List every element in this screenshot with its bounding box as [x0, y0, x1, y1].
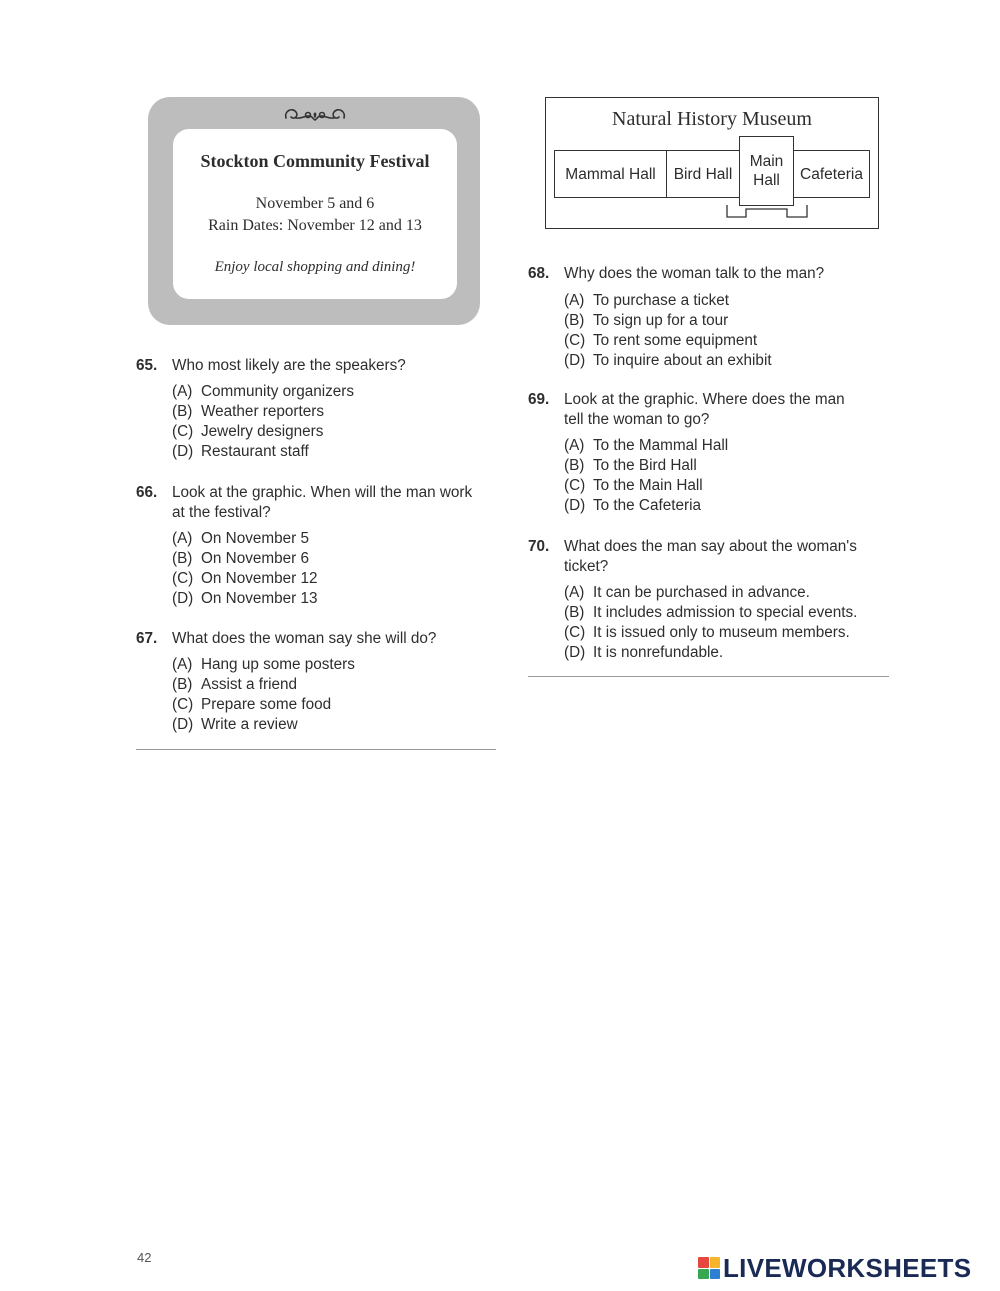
question-text-line-1: Look at the graphic. Where does the man — [564, 391, 845, 408]
question-number: 65. — [136, 357, 158, 374]
festival-title: Stockton Community Festival — [200, 151, 430, 171]
option-c[interactable]: (C) It is issued only to museum members. — [564, 624, 850, 641]
brand-square-blue — [710, 1269, 721, 1280]
question-68 — [528, 264, 888, 374]
museum-map — [545, 97, 879, 229]
page-number: 42 — [137, 1250, 152, 1265]
option-b[interactable]: (B) Weather reporters — [172, 403, 324, 420]
question-number: 69. — [528, 391, 550, 408]
question-text: Why does the woman talk to the man? — [564, 265, 825, 282]
room-cafeteria: Cafeteria — [793, 150, 870, 198]
option-d[interactable]: (D) To inquire about an exhibit — [564, 352, 772, 369]
ornament-icon — [173, 103, 457, 130]
option-a[interactable]: (A) Hang up some posters — [172, 656, 355, 673]
room-mammal-hall: Mammal Hall — [554, 150, 667, 198]
question-number: 67. — [136, 630, 158, 647]
brand-square-red — [698, 1257, 709, 1268]
question-69 — [528, 390, 888, 520]
liveworksheets-icon — [698, 1257, 720, 1279]
option-d[interactable]: (D) On November 13 — [172, 590, 318, 607]
question-67 — [136, 629, 496, 739]
divider-right — [528, 676, 889, 677]
museum-title: Natural History Museum — [612, 108, 812, 130]
festival-tagline: Enjoy local shopping and dining! — [214, 259, 416, 275]
divider-left — [136, 749, 496, 750]
option-c[interactable]: (C) To the Main Hall — [564, 477, 703, 494]
question-66 — [136, 483, 496, 613]
festival-rain-dates: Rain Dates: November 12 and 13 — [208, 217, 422, 234]
option-b[interactable]: (B) Assist a friend — [172, 676, 298, 693]
option-c[interactable]: (C) Jewelry designers — [172, 423, 324, 440]
question-text-line-1: What does the man say about the woman's — [564, 538, 857, 555]
option-d[interactable]: (D) Write a review — [172, 716, 298, 733]
option-c[interactable]: (C) Prepare some food — [172, 696, 332, 713]
room-main-hall: Main Hall — [739, 136, 794, 206]
liveworksheets-logo[interactable] — [698, 1254, 971, 1282]
option-b[interactable]: (B) It includes admission to special events. — [564, 604, 858, 621]
question-number: 66. — [136, 484, 158, 501]
room-bird-hall: Bird Hall — [666, 150, 740, 198]
option-c[interactable]: (C) To rent some equipment — [564, 332, 758, 349]
option-a[interactable]: (A) On November 5 — [172, 530, 309, 547]
option-b[interactable]: (B) To sign up for a tour — [564, 312, 729, 329]
question-text-line-2: at the festival? — [172, 504, 271, 521]
question-70 — [528, 537, 893, 667]
question-text-line-1: Look at the graphic. When will the man work — [172, 484, 473, 501]
question-number: 70. — [528, 538, 550, 555]
question-text: What does the woman say she will do? — [172, 630, 437, 647]
option-d[interactable]: (D) Restaurant staff — [172, 443, 309, 460]
question-text-line-2: tell the woman to go? — [564, 411, 710, 428]
option-b[interactable]: (B) On November 6 — [172, 550, 309, 567]
option-a[interactable]: (A) To purchase a ticket — [564, 292, 730, 309]
festival-dates: November 5 and 6 — [255, 195, 375, 212]
festival-card-inner — [173, 129, 457, 299]
option-d[interactable]: (D) To the Cafeteria — [564, 497, 701, 514]
brand-square-yellow — [710, 1257, 721, 1268]
brand-name: LIVEWORKSHEETS — [723, 1253, 972, 1283]
option-a[interactable]: (A) It can be purchased in advance. — [564, 584, 810, 601]
question-text: Who most likely are the speakers? — [172, 357, 406, 374]
option-a[interactable]: (A) Community organizers — [172, 383, 355, 400]
question-text-line-2: ticket? — [564, 558, 609, 575]
option-c[interactable]: (C) On November 12 — [172, 570, 318, 587]
option-b[interactable]: (B) To the Bird Hall — [564, 457, 697, 474]
option-d[interactable]: (D) It is nonrefundable. — [564, 644, 724, 661]
entrance-outline — [546, 98, 880, 230]
question-65 — [136, 356, 496, 466]
question-number: 68. — [528, 265, 550, 282]
brand-square-green — [698, 1269, 709, 1280]
festival-card — [148, 97, 480, 325]
option-a[interactable]: (A) To the Mammal Hall — [564, 437, 729, 454]
